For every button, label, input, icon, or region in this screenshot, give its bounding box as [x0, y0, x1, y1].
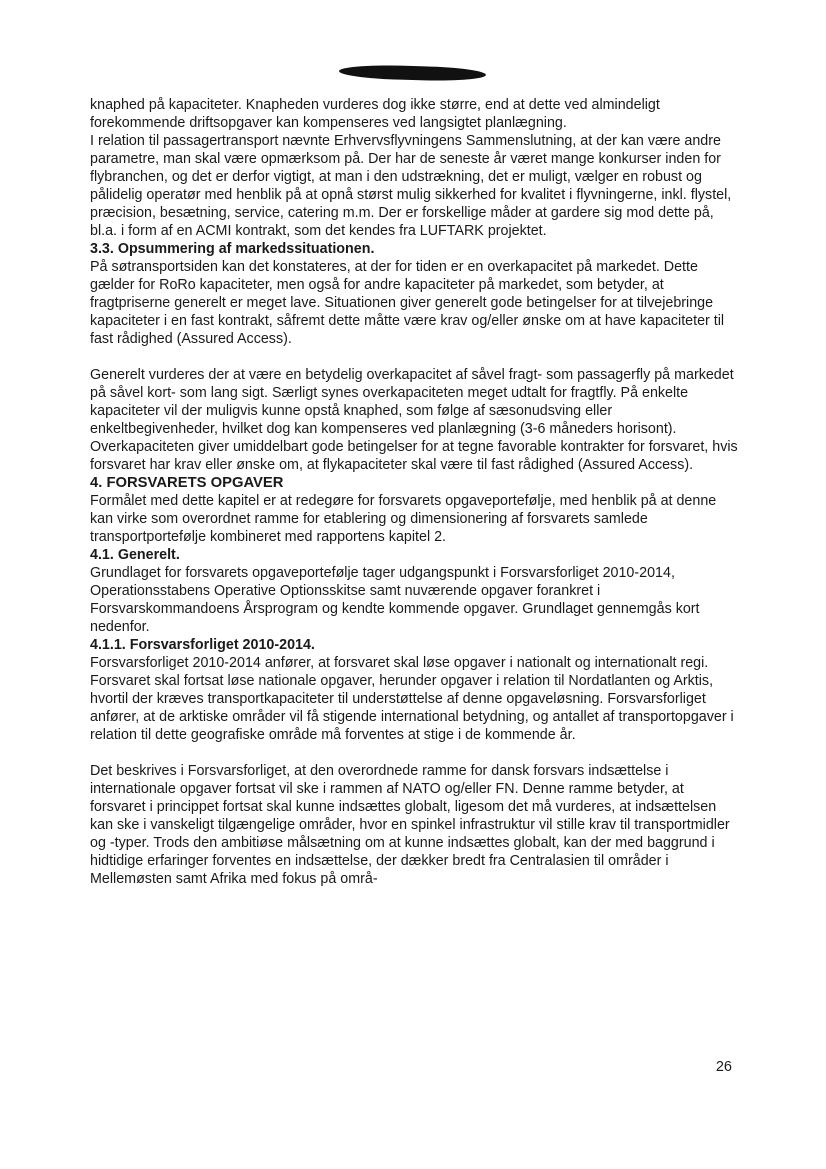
redaction-mark — [339, 64, 486, 82]
paragraph-forsvarsforliget: Forsvarsforliget 2010-2014 anfører, at forsvaret skal løse opgaver i nationalt og internationalt regi. Forsvaret skal fortsat løse nationale opgaver, herunder opgaver i relation til Nordatlanten og Arktis, hvortil der kræves transportkapaciteter til understøttelse af denne opgaveløsning. Forsvarsforliget anfører, at de arktiske områder vil få stigende international betydning, og antallet af transportopgaver i relation til dette geografiske område må forventes at stige i de kommende år. — [90, 655, 734, 743]
paragraph-overkapacitet: Generelt vurderes der at være en betydelig overkapacitet af såvel fragt- som passagerfly på markedet på såvel kort- som lang sigt. Særligt synes overkapaciteten meget udtalt for fragtfly. På enkelte kapaciteter vil der muligvis kunne opstå knaphed, som følge af sæsonudsving eller enkeltbegivenheder, hvilket dog kan kompenseres ved planlægning (3-6 måneders horisont). Overkapaciteten giver umiddelbart gode betingelser for at tegne favorable kontrakter for forsvaret, hvis forsvaret har krav eller ønske om, at flykapaciteter skal være til fast rådighed (Assured Access). — [90, 367, 738, 473]
heading-4-1: 4.1. Generelt. — [90, 547, 180, 563]
document-body — [90, 96, 740, 888]
paragraph-knaphed: knaphed på kapaciteter. Knapheden vurderes dog ikke større, end at dette ved almindeligt forekommende driftsopgaver kan kompenseres ved langsigtet planlægning. — [90, 97, 660, 131]
heading-3-3: 3.3. Opsummering af markedssituationen. — [90, 241, 375, 257]
paragraph-formaal: Formålet med dette kapitel er at redegøre for forsvarets opgaveportefølje, med henblik på at denne kan virke som overordnet ramme for etablering og dimensionering af forsvarets samlede transportportefølje kombineret med rapportens kapitel 2. — [90, 493, 717, 545]
heading-4: 4. FORSVARETS OPGAVER — [90, 475, 284, 491]
paragraph-soetransport: På søtransportsiden kan det konstateres, at der for tiden er en overkapacitet på markedet. Dette gælder for RoRo kapaciteter, men også for andre kapaciteter på markedet, som betyder, at fragtpriserne generelt er meget lave. Situationen giver generelt gode betingelser for at tilvejebringe kapaciteter i en fast kontrakt, såfremt dette måtte være krav og/eller ønske om at have kapaciteter til fast rådighed (Assured Access). — [90, 259, 725, 347]
paragraph-international-ramme: Det beskrives i Forsvarsforliget, at den overordnede ramme for dansk forsvars indsættelse i internationale opgaver fortsat vil ske i rammen af NATO og/eller FN. Denne ramme betyder, at forsvaret i princippet fortsat skal kunne indsættes globalt, ligesom det må vurderes, at indsættelsen kan ske i vanskeligt tilgængelige områder, hvor en spinkel infrastruktur vil stille krav til transportmidler og -typer. Trods den ambitiøse målsætning om at kunne indsættes globalt, kan der med baggrund i hidtidige erfaringer forventes en indsættelse, der dækker bredt fra Centralasien til områder i Mellemøsten samt Afrika med fokus på områ- — [90, 763, 730, 887]
heading-4-1-1: 4.1.1. Forsvarsforliget 2010-2014. — [90, 637, 315, 653]
page-number: 26 — [715, 1059, 732, 1075]
paragraph-grundlag: Grundlaget for forsvarets opgaveportefølje tager udgangspunkt i Forsvarsforliget 2010-2014, Operationsstabens Operative Optionsskitse samt nuværende opgaver forankret i Forsvarskommandoens Årsprogram og kendte kommende opgaver. Grundlaget gennemgås kort nedenfor. — [90, 565, 700, 635]
paragraph-passagertransport: I relation til passagertransport nævnte Erhvervsflyvningens Sammenslutning, at der kan være andre parametre, man skal være opmærksom på. Der har de seneste år været mange konkurser inden for flybranchen, og det er derfor vigtigt, at man i den udstrækning, det er muligt, vælger en robust og pålidelig operatør med henblik på at opnå størst mulig sikkerhed for kvalitet i flyvningerne, inkl. flystel, præcision, besætning, service, catering m.m. Der er forskellige måder at gardere sig mod dette på, bl.a. i form af en ACMI kontrakt, som det kendes fra LUFTARK projektet. — [90, 133, 732, 239]
